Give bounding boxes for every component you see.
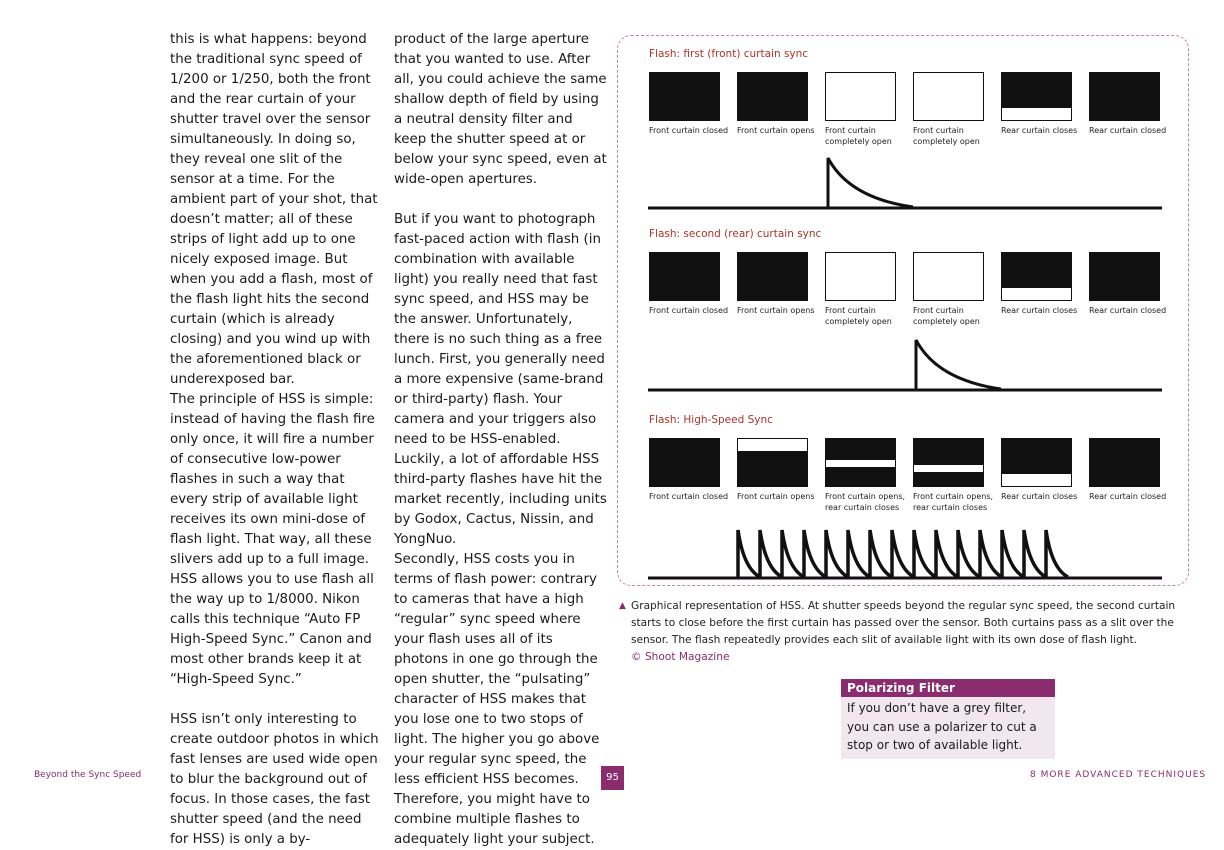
flash-pulse-graph	[646, 335, 1166, 395]
hss-flash-pulse	[1002, 530, 1024, 578]
running-footer-right: 8 MORE ADVANCED TECHNIQUES	[1030, 770, 1207, 780]
hss-flash-pulse	[892, 530, 914, 578]
shutter-panel	[913, 72, 984, 121]
paragraph: product of the large aperture that you wanted to use. After all, you could achieve the same shallow depth of field by using a neutral density filter and keep the shutter speed at or below your sync speed, even at wide-open apertures.	[394, 32, 607, 187]
rear-curtain-fill	[738, 265, 807, 300]
panel-label: Front curtain closed	[649, 126, 729, 135]
curtain-fill	[1090, 73, 1159, 120]
paragraph: Secondly, HSS costs you in terms of flash power: contrary to cameras that have a high “regular” sync speed where your flash uses all of its photons in one go through the open shutter, the “pulsating” character of HSS makes that you lose one to two stops of light. The higher you go above your regular sync speed, the less efficient HSS becomes. Therefore, you might have to combine multiple flashes to adequately light your subject.	[394, 552, 600, 847]
shutter-panel	[1001, 438, 1072, 487]
panel-label: Front curtain completely open	[913, 126, 980, 146]
shutter-panel	[913, 438, 984, 487]
panel-label: Front curtain closed	[649, 492, 729, 501]
flash-pulse-graph	[646, 523, 1166, 583]
shutter-panel	[825, 252, 896, 301]
curtain-fill	[650, 73, 719, 120]
running-footer-left: Beyond the Sync Speed	[34, 770, 142, 780]
hss-flash-pulse	[848, 530, 870, 578]
text-column-middle	[394, 30, 608, 850]
caption-credit: © Shoot Magazine	[631, 651, 730, 663]
front-curtain-fill	[738, 253, 807, 265]
curtain-fill	[1090, 253, 1159, 300]
figure-section-title: Flash: High-Speed Sync	[649, 414, 773, 426]
sidebar-tip-box	[841, 679, 1055, 759]
caption-triangle-icon: ▲	[619, 601, 626, 611]
shutter-panel	[825, 438, 896, 487]
figure-section-title: Flash: first (front) curtain sync	[649, 48, 809, 60]
paragraph: The principle of HSS is simple: instead of having the flash fire only once, it will fire a number of consecutive low-power flashes in such a way that every strip of available light receives its own mini-dose of flash light. That way, all these slivers add up to a full image. HSS allows you to use flash all the way up to 1/8000. Nikon calls this technique “Auto FP High-Speed Sync.” Canon and most other brands keep it at “High-Speed Sync.”	[170, 392, 375, 687]
shutter-panel	[1089, 72, 1160, 121]
panel-label: Front curtain opens	[737, 492, 815, 501]
flash-pulse	[916, 340, 1001, 390]
hss-flash-pulse	[936, 530, 958, 578]
panel-label: Front curtain completely open	[825, 126, 892, 146]
shutter-panel	[913, 252, 984, 301]
panel-label: Rear curtain closes	[1001, 306, 1078, 315]
hss-flash-pulse	[914, 530, 936, 578]
rear-curtain-fill	[914, 472, 983, 486]
front-curtain-fill	[738, 451, 807, 486]
panel-label: Front curtain completely open	[913, 306, 980, 326]
front-curtain-fill	[738, 73, 807, 85]
shutter-panel	[737, 72, 808, 121]
panel-label: Front curtain opens	[737, 126, 815, 135]
hss-flash-pulse	[826, 530, 848, 578]
panel-label: Rear curtain closed	[1089, 492, 1167, 501]
paragraph: But if you want to photograph fast-paced action with flash (in combination with available light) you really need that fast sync speed, and HSS may be the answer. Unfortunately, there is no such thing as a free lunch. First, you generally need a more expensive (same-brand or third-party) flash. Your camera and your triggers also need to be HSS-enabled. Luckily, a lot of affordable HSS third-party flashes have hit the market recently, including units by Godox, Cactus, Nissin, and YongNuo.	[394, 212, 607, 547]
shutter-panel	[649, 438, 720, 487]
caption-text: Graphical representation of HSS. At shutter speeds beyond the regular sync speed, the second curtain starts to close before the first curtain has passed over the sensor. Both curtains pass as a slit over the sensor. The flash repeatedly provides each slit of available light with its own dose of flash light.	[631, 600, 1176, 646]
panel-label: Rear curtain closes	[1001, 126, 1078, 135]
curtain-fill	[1002, 253, 1071, 288]
panel-label: Front curtain closed	[649, 306, 729, 315]
page-number: 95	[601, 766, 624, 790]
shutter-panel	[1001, 72, 1072, 121]
shutter-panel	[737, 438, 808, 487]
hss-flash-pulse	[782, 530, 804, 578]
hss-flash-pulse	[980, 530, 1002, 578]
panel-label: Front curtain opens, rear curtain closes	[825, 492, 906, 512]
hss-flash-pulse	[958, 530, 980, 578]
curtain-fill	[1090, 439, 1159, 486]
curtain-fill	[1002, 73, 1071, 108]
rear-curtain-fill	[738, 85, 807, 120]
paragraph-gap	[170, 690, 382, 710]
flash-pulse-graph	[646, 153, 1166, 213]
hss-flash-pulse	[804, 530, 826, 578]
panel-label: Front curtain completely open	[825, 306, 892, 326]
paragraph: this is what happens: beyond the traditional sync speed of 1/200 or 1/250, both the front and the rear curtain of your shutter travel over the sensor simultaneously. In doing so, they reveal one slit of the sensor at a time. For the ambient part of your shot, that doesn’t matter; all of these strips of light add up to one nicely exposed image. But when you add a flash, most of the flash light hits the second curtain (which is already closing) and you wind up with the aforementioned black or underexposed bar.	[170, 32, 378, 387]
panel-label: Rear curtain closed	[1089, 306, 1167, 315]
sidebar-title: Polarizing Filter	[841, 679, 1055, 697]
paragraph-gap	[394, 190, 608, 210]
shutter-panel	[649, 252, 720, 301]
curtain-fill	[1002, 439, 1071, 474]
panel-label: Rear curtain closes	[1001, 492, 1078, 501]
front-curtain-fill	[826, 439, 895, 460]
sidebar-body: If you don’t have a grey filter, you can use a polarizer to cut a stop or two of available light.	[847, 701, 1037, 752]
paragraph: HSS isn’t only interesting to create outdoor photos in which fast lenses are used wide open to blur the background out of focus. In those cases, the fast shutter speed (and the need for HSS) is only a by-	[170, 712, 379, 847]
hss-flash-pulse	[760, 530, 782, 578]
panel-label: Rear curtain closed	[1089, 126, 1167, 135]
shutter-panel	[825, 72, 896, 121]
hss-flash-pulse	[1024, 530, 1046, 578]
shutter-panel	[649, 72, 720, 121]
text-column-left	[170, 30, 382, 850]
flash-pulse	[828, 158, 913, 208]
panel-label: Front curtain opens	[737, 306, 815, 315]
front-curtain-fill	[914, 439, 983, 465]
figure-caption	[619, 598, 1191, 666]
hss-flash-pulse	[1046, 530, 1068, 578]
curtain-fill	[650, 439, 719, 486]
hss-flash-pulse	[870, 530, 892, 578]
shutter-panel	[1001, 252, 1072, 301]
rear-curtain-fill	[826, 467, 895, 486]
hss-flash-pulse	[738, 530, 760, 578]
shutter-panel	[737, 252, 808, 301]
curtain-fill	[650, 253, 719, 300]
shutter-panel	[1089, 252, 1160, 301]
panel-label: Front curtain opens, rear curtain closes	[913, 492, 994, 512]
shutter-panel	[1089, 438, 1160, 487]
figure-section-title: Flash: second (rear) curtain sync	[649, 228, 822, 240]
